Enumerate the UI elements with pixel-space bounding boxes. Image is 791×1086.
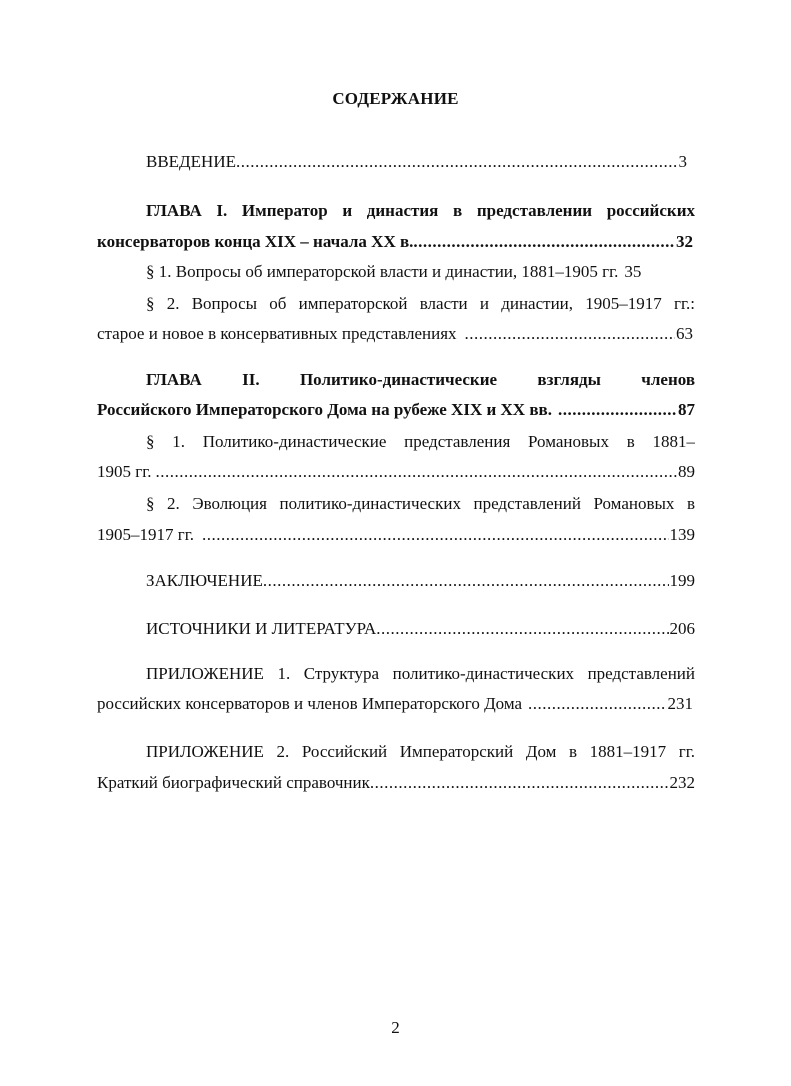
leader-dots [376, 618, 668, 640]
toc-entry-label: 1905–1917 гг. [97, 525, 195, 544]
leader-dots [413, 231, 675, 253]
toc-page-number: 32 [676, 232, 693, 251]
toc-section-1-2-line2[interactable] [97, 323, 693, 345]
toc-chapter-2-line1[interactable]: ГЛАВА II. Политико-династические взгляды членов [146, 370, 695, 389]
toc-appendix-2-line1[interactable]: ПРИЛОЖЕНИЕ 2. Российский Императорский Дом в 1881–1917 гг. [146, 742, 695, 761]
leader-dots [552, 399, 677, 421]
toc-chapter-2-line2[interactable] [97, 399, 695, 421]
toc-entry-conclusion[interactable] [146, 570, 695, 592]
toc-entry-sources[interactable] [146, 618, 695, 640]
toc-section-1-1[interactable] [146, 261, 691, 283]
toc-page-number: 231 [667, 694, 693, 713]
toc-entry-label: старое и новое в консервативных представлениях [97, 324, 457, 343]
toc-entry-label: Российского Императорского Дома на рубеже XIX и XX вв. [97, 400, 552, 419]
page-title: СОДЕРЖАНИЕ [332, 89, 459, 108]
toc-section-2-1-line2[interactable] [97, 461, 695, 483]
toc-entry-label: § 1. Вопросы об императорской власти и династии, 1881–1905 гг. [146, 262, 619, 281]
toc-page-number: 139 [669, 525, 695, 544]
toc-section-1-2-line1[interactable]: § 2. Вопросы об императорской власти и династии, 1905–1917 гг.: [146, 294, 695, 313]
toc-entry-label: Краткий биографический справочник [97, 773, 370, 792]
toc-page-number: 89 [678, 462, 695, 481]
toc-entry-label: ЗАКЛЮЧЕНИЕ [146, 571, 263, 590]
toc-entry-label: российских консерваторов и членов Императорского Дома [97, 694, 523, 713]
toc-page-number: 232 [669, 773, 695, 792]
toc-page-number: 3 [678, 152, 687, 171]
leader-dots [370, 772, 669, 794]
leader-dots [236, 151, 678, 173]
leader-dots [522, 693, 666, 715]
leader-dots [263, 570, 669, 592]
toc-entry-label: 1905 гг. [97, 462, 152, 481]
toc-section-2-2-line1[interactable]: § 2. Эволюция политико-династических представлений Романовых в [146, 494, 695, 513]
toc-chapter-1-line2[interactable] [97, 231, 693, 253]
toc-entry-label: консерваторов конца XIX – начала XX в. [97, 232, 414, 251]
toc-page-number: 87 [678, 400, 695, 419]
toc-entry-label: ВВЕДЕНИЕ [146, 152, 236, 171]
toc-page-number: 199 [669, 571, 695, 590]
toc-page-number: 206 [669, 619, 695, 638]
toc-entry-label: ИСТОЧНИКИ И ЛИТЕРАТУРА [146, 619, 377, 638]
page-number: 2 [391, 1018, 400, 1037]
toc-page-number: 35 [624, 262, 642, 281]
toc-page-number: 63 [676, 324, 693, 343]
leader-dots [194, 524, 668, 546]
toc-chapter-1-line1[interactable]: ГЛАВА I. Император и династия в представлении российских [146, 201, 695, 220]
leader-dots [152, 461, 677, 483]
toc-entry-intro[interactable] [146, 151, 687, 173]
toc-section-2-1-line1[interactable]: § 1. Политико-династические представления Романовых в 1881– [146, 432, 695, 451]
leader-dots [457, 323, 675, 345]
toc-appendix-2-line2[interactable] [97, 772, 695, 794]
toc-appendix-1-line1[interactable]: ПРИЛОЖЕНИЕ 1. Структура политико-династических представлений [146, 664, 695, 683]
toc-appendix-1-line2[interactable] [97, 693, 693, 715]
toc-section-2-2-line2[interactable] [97, 524, 695, 546]
